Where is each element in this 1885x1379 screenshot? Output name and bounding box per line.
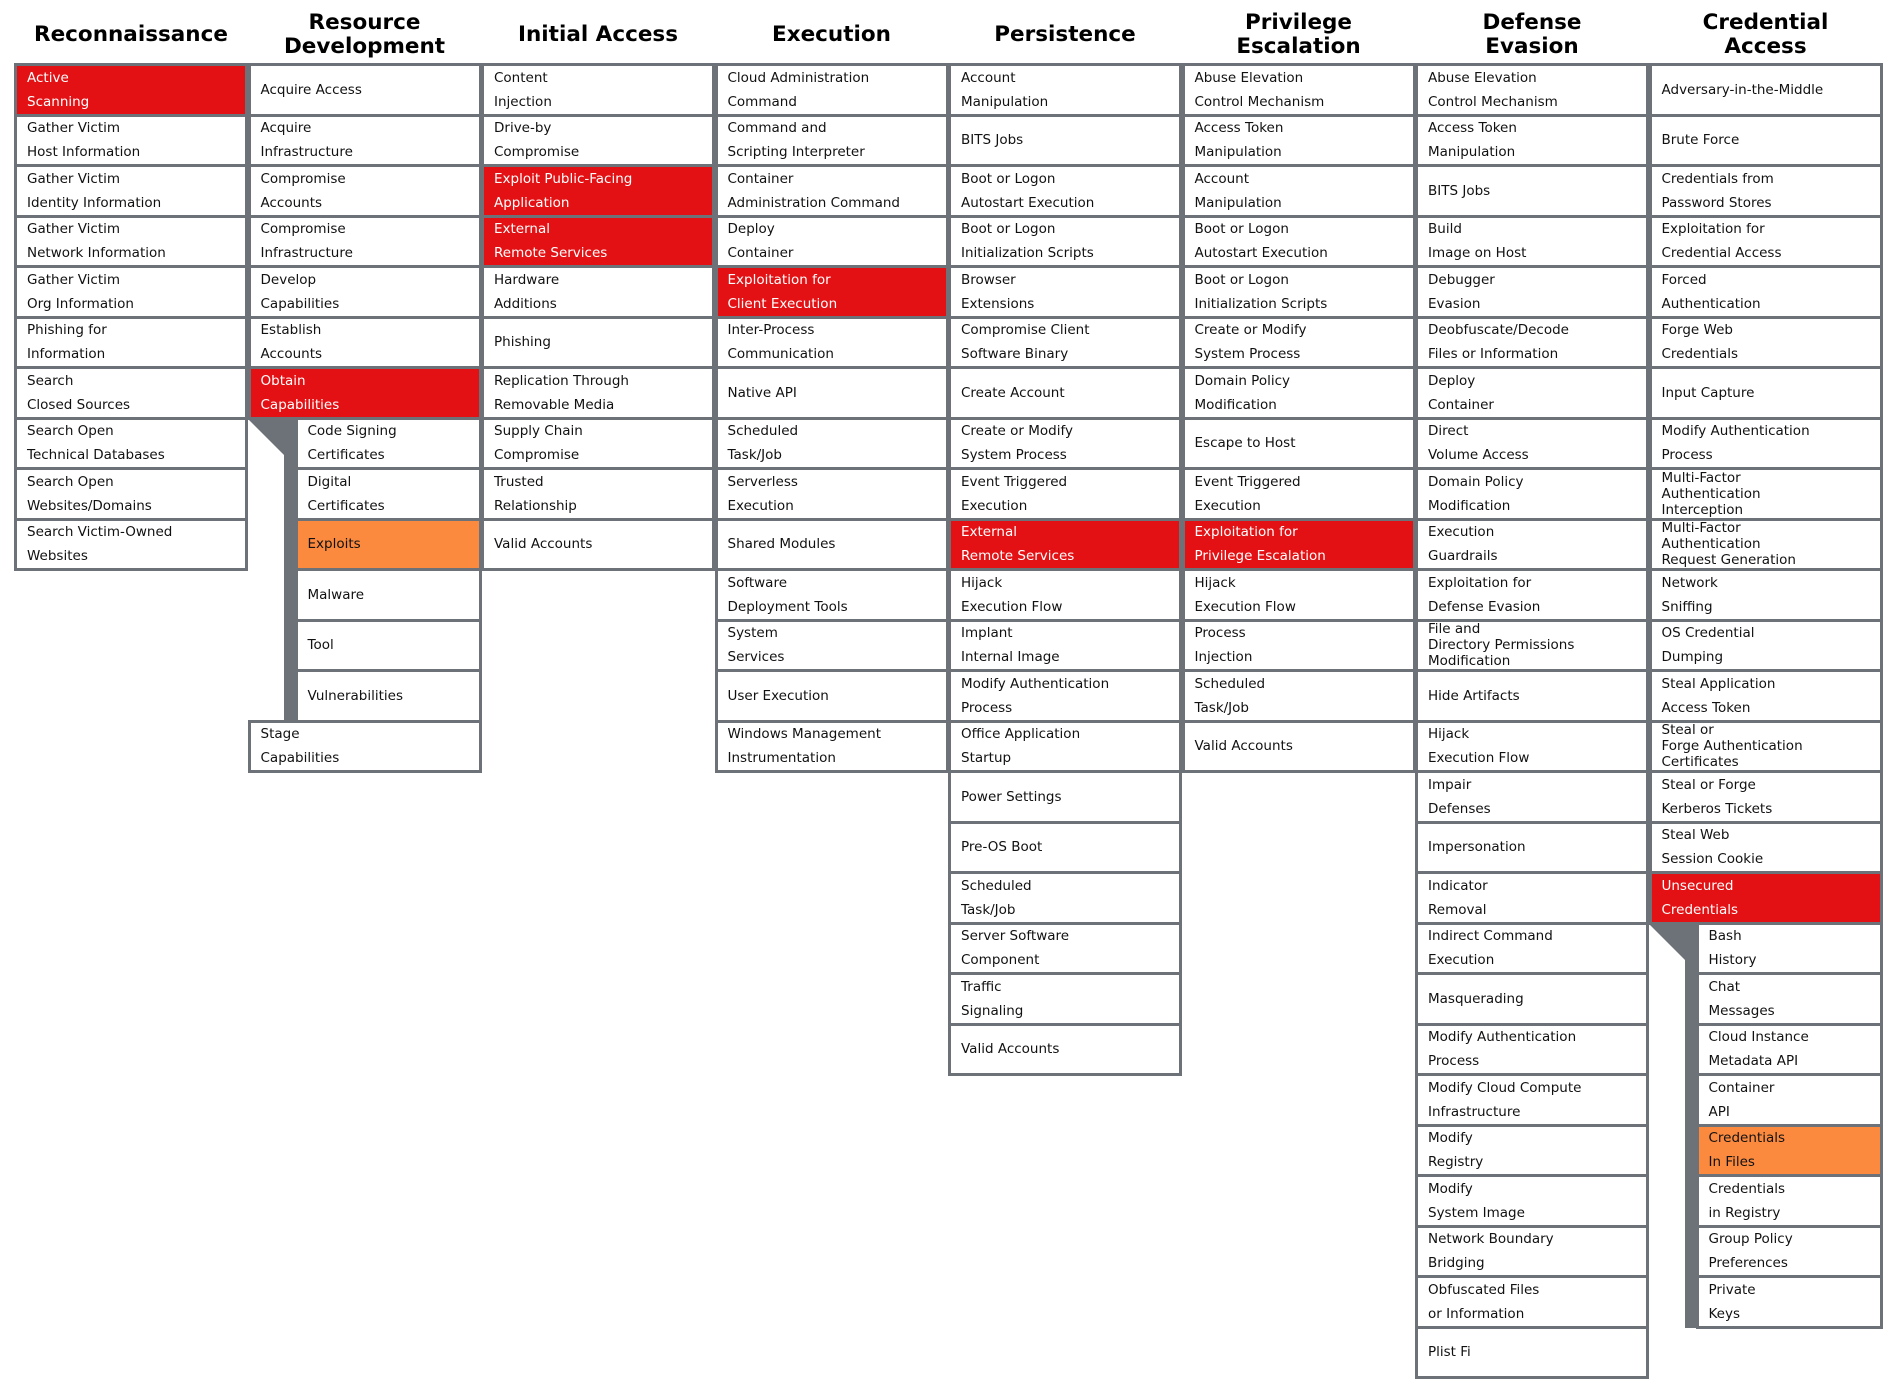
technique-domain-policy-modification[interactable]: Domain Policy Modification bbox=[1182, 366, 1416, 420]
technique-develop-capabilities[interactable]: Develop Capabilities bbox=[248, 265, 482, 319]
technique-steal-or-forge-authentication-certificates[interactable]: Steal or Forge Authentication Certificates bbox=[1649, 720, 1883, 774]
tactic-header: Persistence bbox=[948, 10, 1182, 60]
technique-indirect-command-execution[interactable]: Indirect Command Execution bbox=[1415, 922, 1649, 976]
technique-obtain-capabilities[interactable]: Obtain Capabilities bbox=[248, 366, 482, 420]
technique-escape-to-host[interactable]: Escape to Host bbox=[1182, 417, 1416, 471]
technique-gather-victim-org-information[interactable]: Gather Victim Org Information bbox=[14, 265, 248, 319]
technique-create-or-modify-system-process[interactable]: Create or Modify System Process bbox=[1182, 316, 1416, 370]
technique-external-remote-services[interactable]: External Remote Services bbox=[948, 518, 1182, 572]
subtechnique-malware[interactable]: Malware bbox=[295, 568, 482, 622]
technique-boot-or-logon-initialization-scripts[interactable]: Boot or Logon Initialization Scripts bbox=[948, 215, 1182, 269]
technique-deploy-container[interactable]: Deploy Container bbox=[715, 215, 949, 269]
technique-stage-capabilities[interactable]: Stage Capabilities bbox=[248, 720, 482, 774]
technique-impersonation[interactable]: Impersonation bbox=[1415, 821, 1649, 875]
technique-access-token-manipulation[interactable]: Access Token Manipulation bbox=[1182, 114, 1416, 168]
technique-unsecured-credentials[interactable]: Unsecured Credentials bbox=[1649, 871, 1883, 925]
technique-exploitation-for-privilege-escalation[interactable]: Exploitation for Privilege Escalation bbox=[1182, 518, 1416, 572]
technique-steal-application-access-token[interactable]: Steal Application Access Token bbox=[1649, 669, 1883, 723]
technique-search-open-technical-databases[interactable]: Search Open Technical Databases bbox=[14, 417, 248, 471]
technique-multi-factor-authentication-interception[interactable]: Multi-Factor Authentication Interception bbox=[1649, 467, 1883, 521]
technique-bits-jobs[interactable]: BITS Jobs bbox=[948, 114, 1182, 168]
technique-multi-factor-authentication-request-generation[interactable]: Multi-Factor Authentication Request Generation bbox=[1649, 518, 1883, 572]
technique-boot-or-logon-autostart-execution[interactable]: Boot or Logon Autostart Execution bbox=[948, 164, 1182, 218]
technique-browser-extensions[interactable]: Browser Extensions bbox=[948, 265, 1182, 319]
technique-power-settings[interactable]: Power Settings bbox=[948, 770, 1182, 824]
technique-replication-through-removable-media[interactable]: Replication Through Removable Media bbox=[481, 366, 715, 420]
subtechnique-exploits[interactable]: Exploits bbox=[295, 518, 482, 572]
technique-forced-authentication[interactable]: Forced Authentication bbox=[1649, 265, 1883, 319]
technique-boot-or-logon-initialization-scripts[interactable]: Boot or Logon Initialization Scripts bbox=[1182, 265, 1416, 319]
technique-modify-authentication-process[interactable]: Modify Authentication Process bbox=[1415, 1023, 1649, 1077]
technique-obfuscated-files-or-information[interactable]: Obfuscated Files or Information bbox=[1415, 1275, 1649, 1329]
technique-compromise-infrastructure[interactable]: Compromise Infrastructure bbox=[248, 215, 482, 269]
technique-active-scanning[interactable]: Active Scanning bbox=[14, 63, 248, 117]
technique-compromise-client-software-binary[interactable]: Compromise Client Software Binary bbox=[948, 316, 1182, 370]
technique-traffic-signaling[interactable]: Traffic Signaling bbox=[948, 972, 1182, 1026]
technique-shared-modules[interactable]: Shared Modules bbox=[715, 518, 949, 572]
subtechnique-private-keys[interactable]: Private Keys bbox=[1696, 1275, 1883, 1329]
technique-hijack-execution-flow[interactable]: Hijack Execution Flow bbox=[1415, 720, 1649, 774]
technique-valid-accounts[interactable]: Valid Accounts bbox=[948, 1023, 1182, 1077]
technique-credentials-from-password-stores[interactable]: Credentials from Password Stores bbox=[1649, 164, 1883, 218]
technique-hijack-execution-flow[interactable]: Hijack Execution Flow bbox=[1182, 568, 1416, 622]
technique-inter-process-communication[interactable]: Inter-Process Communication bbox=[715, 316, 949, 370]
technique-valid-accounts[interactable]: Valid Accounts bbox=[481, 518, 715, 572]
technique-serverless-execution[interactable]: Serverless Execution bbox=[715, 467, 949, 521]
tactic-header: Resource Development bbox=[248, 10, 482, 60]
technique-forge-web-credentials[interactable]: Forge Web Credentials bbox=[1649, 316, 1883, 370]
technique-exploitation-for-credential-access[interactable]: Exploitation for Credential Access bbox=[1649, 215, 1883, 269]
subtechnique-connector-notch bbox=[248, 419, 284, 455]
technique-scheduled-task-job[interactable]: Scheduled Task/Job bbox=[948, 871, 1182, 925]
subtechnique-tool[interactable]: Tool bbox=[295, 619, 482, 673]
tactic-header: Initial Access bbox=[481, 10, 715, 60]
technique-search-victim-owned-websites[interactable]: Search Victim-Owned Websites bbox=[14, 518, 248, 572]
technique-compromise-accounts[interactable]: Compromise Accounts bbox=[248, 164, 482, 218]
technique-adversary-in-the-middle[interactable]: Adversary-in-the-Middle bbox=[1649, 63, 1883, 117]
technique-account-manipulation[interactable]: Account Manipulation bbox=[1182, 164, 1416, 218]
technique-system-services[interactable]: System Services bbox=[715, 619, 949, 673]
technique-scheduled-task-job[interactable]: Scheduled Task/Job bbox=[715, 417, 949, 471]
technique-modify-system-image[interactable]: Modify System Image bbox=[1415, 1174, 1649, 1228]
technique-event-triggered-execution[interactable]: Event Triggered Execution bbox=[1182, 467, 1416, 521]
technique-modify-authentication-process[interactable]: Modify Authentication Process bbox=[1649, 417, 1883, 471]
subtechnique-cloud-instance-metadata-api[interactable]: Cloud Instance Metadata API bbox=[1696, 1023, 1883, 1077]
technique-phishing-for-information[interactable]: Phishing for Information bbox=[14, 316, 248, 370]
subtechnique-bash-history[interactable]: Bash History bbox=[1696, 922, 1883, 976]
technique-abuse-elevation-control-mechanism[interactable]: Abuse Elevation Control Mechanism bbox=[1415, 63, 1649, 117]
technique-brute-force[interactable]: Brute Force bbox=[1649, 114, 1883, 168]
technique-direct-volume-access[interactable]: Direct Volume Access bbox=[1415, 417, 1649, 471]
technique-drive-by-compromise[interactable]: Drive-by Compromise bbox=[481, 114, 715, 168]
technique-hardware-additions[interactable]: Hardware Additions bbox=[481, 265, 715, 319]
technique-boot-or-logon-autostart-execution[interactable]: Boot or Logon Autostart Execution bbox=[1182, 215, 1416, 269]
technique-gather-victim-host-information[interactable]: Gather Victim Host Information bbox=[14, 114, 248, 168]
technique-pre-os-boot[interactable]: Pre-OS Boot bbox=[948, 821, 1182, 875]
technique-create-account[interactable]: Create Account bbox=[948, 366, 1182, 420]
technique-masquerading[interactable]: Masquerading bbox=[1415, 972, 1649, 1026]
technique-input-capture[interactable]: Input Capture bbox=[1649, 366, 1883, 420]
tactic-header: Reconnaissance bbox=[14, 10, 248, 60]
technique-event-triggered-execution[interactable]: Event Triggered Execution bbox=[948, 467, 1182, 521]
technique-exploit-public-facing-application[interactable]: Exploit Public-Facing Application bbox=[481, 164, 715, 218]
technique-debugger-evasion[interactable]: Debugger Evasion bbox=[1415, 265, 1649, 319]
subtechnique-code-signing-certificates[interactable]: Code Signing Certificates bbox=[295, 417, 482, 471]
subtechnique-connector-bar bbox=[1685, 924, 1696, 1328]
technique-establish-accounts[interactable]: Establish Accounts bbox=[248, 316, 482, 370]
technique-file-and-directory-permissions-modification[interactable]: File and Directory Permissions Modification bbox=[1415, 619, 1649, 673]
technique-domain-policy-modification[interactable]: Domain Policy Modification bbox=[1415, 467, 1649, 521]
technique-process-injection[interactable]: Process Injection bbox=[1182, 619, 1416, 673]
technique-network-boundary-bridging[interactable]: Network Boundary Bridging bbox=[1415, 1225, 1649, 1279]
technique-scheduled-task-job[interactable]: Scheduled Task/Job bbox=[1182, 669, 1416, 723]
technique-acquire-infrastructure[interactable]: Acquire Infrastructure bbox=[248, 114, 482, 168]
tactic-header: Defense Evasion bbox=[1415, 10, 1649, 60]
technique-build-image-on-host[interactable]: Build Image on Host bbox=[1415, 215, 1649, 269]
technique-server-software-component[interactable]: Server Software Component bbox=[948, 922, 1182, 976]
technique-content-injection[interactable]: Content Injection bbox=[481, 63, 715, 117]
technique-network-sniffing[interactable]: Network Sniffing bbox=[1649, 568, 1883, 622]
technique-deobfuscate-decode-files-or-information[interactable]: Deobfuscate/Decode Files or Information bbox=[1415, 316, 1649, 370]
technique-create-or-modify-system-process[interactable]: Create or Modify System Process bbox=[948, 417, 1182, 471]
technique-account-manipulation[interactable]: Account Manipulation bbox=[948, 63, 1182, 117]
technique-steal-web-session-cookie[interactable]: Steal Web Session Cookie bbox=[1649, 821, 1883, 875]
subtechnique-connector-notch bbox=[1649, 924, 1685, 960]
tactic-header: Credential Access bbox=[1649, 10, 1883, 60]
subtechnique-container-api[interactable]: Container API bbox=[1696, 1073, 1883, 1127]
tactic-header: Execution bbox=[715, 10, 949, 60]
technique-deploy-container[interactable]: Deploy Container bbox=[1415, 366, 1649, 420]
technique-cloud-administration-command[interactable]: Cloud Administration Command bbox=[715, 63, 949, 117]
technique-modify-registry[interactable]: Modify Registry bbox=[1415, 1124, 1649, 1178]
technique-modify-cloud-compute-infrastructure[interactable]: Modify Cloud Compute Infrastructure bbox=[1415, 1073, 1649, 1127]
technique-os-credential-dumping[interactable]: OS Credential Dumping bbox=[1649, 619, 1883, 673]
subtechnique-credentials-in-files[interactable]: Credentials In Files bbox=[1696, 1124, 1883, 1178]
technique-acquire-access[interactable]: Acquire Access bbox=[248, 63, 482, 117]
subtechnique-digital-certificates[interactable]: Digital Certificates bbox=[295, 467, 482, 521]
technique-external-remote-services[interactable]: External Remote Services bbox=[481, 215, 715, 269]
technique-bits-jobs[interactable]: BITS Jobs bbox=[1415, 164, 1649, 218]
tactic-header: Privilege Escalation bbox=[1182, 10, 1416, 60]
technique-search-closed-sources[interactable]: Search Closed Sources bbox=[14, 366, 248, 420]
technique-office-application-startup[interactable]: Office Application Startup bbox=[948, 720, 1182, 774]
technique-hijack-execution-flow[interactable]: Hijack Execution Flow bbox=[948, 568, 1182, 622]
technique-search-open-websites-domains[interactable]: Search Open Websites/Domains bbox=[14, 467, 248, 521]
technique-impair-defenses[interactable]: Impair Defenses bbox=[1415, 770, 1649, 824]
technique-command-and-scripting-interpreter[interactable]: Command and Scripting Interpreter bbox=[715, 114, 949, 168]
technique-gather-victim-network-information[interactable]: Gather Victim Network Information bbox=[14, 215, 248, 269]
technique-exploitation-for-defense-evasion[interactable]: Exploitation for Defense Evasion bbox=[1415, 568, 1649, 622]
subtechnique-group-policy-preferences[interactable]: Group Policy Preferences bbox=[1696, 1225, 1883, 1279]
technique-windows-management-instrumentation[interactable]: Windows Management Instrumentation bbox=[715, 720, 949, 774]
technique-trusted-relationship[interactable]: Trusted Relationship bbox=[481, 467, 715, 521]
technique-container-administration-command[interactable]: Container Administration Command bbox=[715, 164, 949, 218]
technique-implant-internal-image[interactable]: Implant Internal Image bbox=[948, 619, 1182, 673]
technique-phishing[interactable]: Phishing bbox=[481, 316, 715, 370]
technique-modify-authentication-process[interactable]: Modify Authentication Process bbox=[948, 669, 1182, 723]
technique-abuse-elevation-control-mechanism[interactable]: Abuse Elevation Control Mechanism bbox=[1182, 63, 1416, 117]
technique-supply-chain-compromise[interactable]: Supply Chain Compromise bbox=[481, 417, 715, 471]
technique-software-deployment-tools[interactable]: Software Deployment Tools bbox=[715, 568, 949, 622]
technique-gather-victim-identity-information[interactable]: Gather Victim Identity Information bbox=[14, 164, 248, 218]
technique-valid-accounts[interactable]: Valid Accounts bbox=[1182, 720, 1416, 774]
subtechnique-chat-messages[interactable]: Chat Messages bbox=[1696, 972, 1883, 1026]
technique-plist-fi[interactable]: Plist Fi bbox=[1415, 1326, 1649, 1379]
technique-user-execution[interactable]: User Execution bbox=[715, 669, 949, 723]
technique-steal-or-forge-kerberos-tickets[interactable]: Steal or Forge Kerberos Tickets bbox=[1649, 770, 1883, 824]
technique-access-token-manipulation[interactable]: Access Token Manipulation bbox=[1415, 114, 1649, 168]
technique-hide-artifacts[interactable]: Hide Artifacts bbox=[1415, 669, 1649, 723]
subtechnique-vulnerabilities[interactable]: Vulnerabilities bbox=[295, 669, 482, 723]
technique-execution-guardrails[interactable]: Execution Guardrails bbox=[1415, 518, 1649, 572]
subtechnique-credentials-in-registry[interactable]: Credentials in Registry bbox=[1696, 1174, 1883, 1228]
subtechnique-connector-bar bbox=[284, 419, 295, 722]
technique-indicator-removal[interactable]: Indicator Removal bbox=[1415, 871, 1649, 925]
technique-native-api[interactable]: Native API bbox=[715, 366, 949, 420]
technique-exploitation-for-client-execution[interactable]: Exploitation for Client Execution bbox=[715, 265, 949, 319]
